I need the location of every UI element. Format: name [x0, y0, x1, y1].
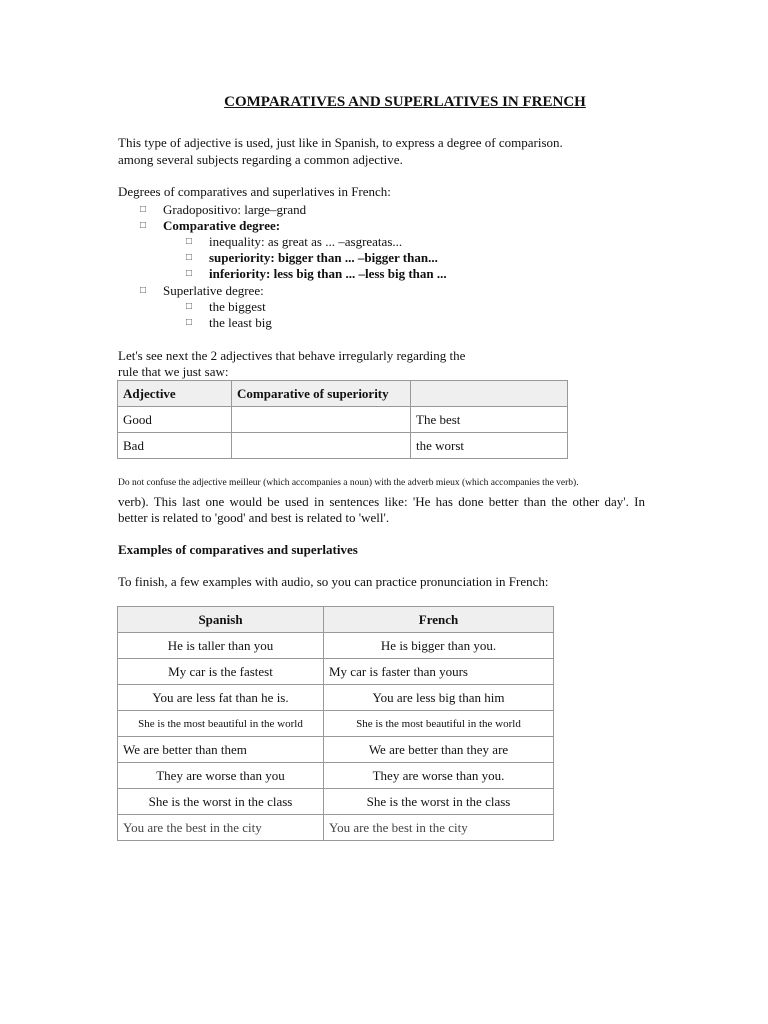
table-header-cell: Adjective — [118, 381, 232, 407]
page-title: COMPARATIVES AND SUPERLATIVES IN FRENCH — [224, 94, 586, 110]
bullet-icon — [186, 269, 196, 279]
table-cell: They are worse than you — [118, 763, 324, 789]
comparative-inequality: inequality: as great as ... –asgreatas... — [209, 234, 403, 249]
table-cell: She is the most beautiful in the world — [324, 711, 554, 737]
bullet-icon — [186, 318, 196, 328]
table-cell — [232, 407, 411, 433]
table-row — [118, 659, 554, 685]
comparative-degree-label: Comparative degree: — [163, 218, 281, 233]
superlative-degree-label: Superlative degree: — [163, 283, 264, 298]
bullet-icon — [140, 205, 150, 215]
table-cell: He is taller than you — [118, 633, 324, 659]
table-header-cell: Comparative of superiority — [232, 381, 411, 407]
table-cell: She is the worst in the class — [324, 789, 554, 815]
bullet-icon — [186, 253, 196, 263]
table-row — [118, 433, 568, 459]
bullet-icon — [186, 302, 196, 312]
note-line-1: verb). This last one would be used in sentences like: 'He has done better than the other day'. In — [118, 494, 645, 509]
irregular-intro-1: Let's see next the 2 adjectives that behave irregularly regarding the — [118, 348, 466, 363]
table-row — [118, 763, 554, 789]
irregular-adjectives-table — [117, 380, 568, 459]
table-cell: We are better than them — [118, 737, 324, 763]
table-header-row — [118, 607, 554, 633]
table-row — [118, 633, 554, 659]
examples-table — [117, 606, 554, 841]
intro-line-2: among several subjects regarding a common adjective. — [118, 152, 403, 167]
positive-degree: Gradopositivo: large–grand — [163, 202, 307, 217]
table-cell: My car is the fastest — [118, 659, 324, 685]
table-cell: Bad — [118, 433, 232, 459]
table-row — [118, 685, 554, 711]
table-header-cell — [411, 381, 568, 407]
table-row — [118, 407, 568, 433]
table-cell: They are worse than you. — [324, 763, 554, 789]
table-cell: You are less big than him — [324, 685, 554, 711]
table-header-cell: French — [324, 607, 554, 633]
intro-line-1: This type of adjective is used, just like in Spanish, to express a degree of comparison. — [118, 135, 563, 150]
comparative-inferiority: inferiority: less big than ... –less big than ... — [209, 266, 447, 281]
bullet-icon — [186, 237, 196, 247]
table-cell: The best — [411, 407, 568, 433]
table-row — [118, 737, 554, 763]
table-cell: He is bigger than you. — [324, 633, 554, 659]
superlative-biggest: the biggest — [209, 299, 266, 314]
table-row — [118, 815, 554, 841]
table-cell — [232, 433, 411, 459]
bullet-icon — [140, 286, 150, 296]
table-cell: the worst — [411, 433, 568, 459]
comparative-superiority: superiority: bigger than ... –bigger than... — [209, 250, 438, 265]
table-cell: Good — [118, 407, 232, 433]
irregular-intro-2: rule that we just saw: — [118, 364, 229, 379]
table-cell: She is the worst in the class — [118, 789, 324, 815]
table-cell: You are less fat than he is. — [118, 685, 324, 711]
table-cell: She is the most beautiful in the world — [118, 711, 324, 737]
table-header-row — [118, 381, 568, 407]
table-cell: My car is faster than yours — [324, 659, 554, 685]
note-line-2: better is related to 'good' and best is related to 'well'. — [118, 510, 390, 525]
note-small: Do not confuse the adjective meilleur (which accompanies a noun) with the adverb mieux (which accompanies the verb). — [118, 478, 579, 488]
table-cell: We are better than they are — [324, 737, 554, 763]
table-cell: You are the best in the city — [324, 815, 554, 841]
bullet-icon — [140, 221, 150, 231]
examples-intro: To finish, a few examples with audio, so you can practice pronunciation in French: — [118, 574, 549, 589]
table-header-cell: Spanish — [118, 607, 324, 633]
superlative-least-big: the least big — [209, 315, 272, 330]
table-cell: You are the best in the city — [118, 815, 324, 841]
degrees-heading: Degrees of comparatives and superlatives in French: — [118, 184, 391, 199]
table-row — [118, 711, 554, 737]
table-row — [118, 789, 554, 815]
examples-heading: Examples of comparatives and superlatives — [118, 542, 358, 557]
